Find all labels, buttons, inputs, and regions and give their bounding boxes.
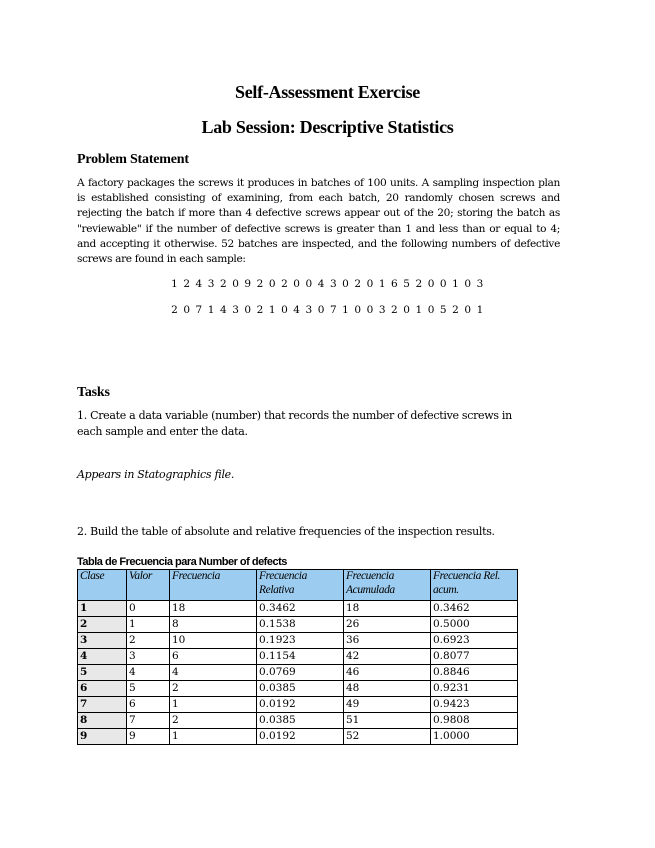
cell-frecuencia-relativa: 0.1154 xyxy=(257,649,344,665)
cell-frecuencia: 1 xyxy=(170,729,257,745)
cell-valor: 9 xyxy=(127,729,170,745)
tasks-heading: Tasks xyxy=(77,385,110,400)
data-sequence-line-1: 1 2 4 3 2 0 9 2 0 2 0 0 4 3 0 2 0 1 6 5 2 0 0 1 0 3 xyxy=(171,278,484,290)
table-caption: Tabla de Frecuencia para Number of defects xyxy=(77,556,287,568)
cell-frecuencia-rel-acum: 0.6923 xyxy=(431,633,518,649)
cell-frecuencia-relativa: 0.0385 xyxy=(257,713,344,729)
header-valor: Valor xyxy=(127,570,170,601)
cell-clase: 9 xyxy=(78,729,127,745)
cell-clase: 8 xyxy=(78,713,127,729)
cell-frecuencia: 2 xyxy=(170,681,257,697)
cell-valor: 0 xyxy=(127,601,170,617)
cell-clase: 2 xyxy=(78,617,127,633)
header-frecuencia-rel-acum: Frecuencia Rel. acum. xyxy=(431,570,518,601)
header-clase: Clase xyxy=(78,570,127,601)
cell-frecuencia-rel-acum: 0.3462 xyxy=(431,601,518,617)
header-frecuencia: Frecuencia xyxy=(170,570,257,601)
cell-frecuencia-acumulada: 49 xyxy=(344,697,431,713)
cell-frecuencia-acumulada: 36 xyxy=(344,633,431,649)
header-frecuencia-acumulada: Frecuencia Acumulada xyxy=(344,570,431,601)
cell-frecuencia-relativa: 0.0385 xyxy=(257,681,344,697)
cell-valor: 4 xyxy=(127,665,170,681)
table-header-row xyxy=(78,570,518,601)
cell-valor: 7 xyxy=(127,713,170,729)
problem-text: A factory packages the screws it produces in batches of 100 units. A sampling inspection plan is established consisting of examining, from each batch, 20 randomly chosen screws and rejecting the batch if more than 4 defective screws appear out of the 20; storing the batch as "reviewable" if the number of defective screws is greater than 1 and less than or equal to 4; and accepting it otherwise. 52 batches are inspected, and the following numbers of defective screws are found in each sample: xyxy=(77,177,560,266)
cell-frecuencia-relativa: 0.0192 xyxy=(257,729,344,745)
task-2-text: 2. Build the table of absolute and relative frequencies of the inspection results. xyxy=(77,525,495,538)
cell-clase: 7 xyxy=(78,697,127,713)
cell-frecuencia: 2 xyxy=(170,713,257,729)
table-row xyxy=(78,713,518,729)
table-row xyxy=(78,617,518,633)
cell-frecuencia-rel-acum: 0.8846 xyxy=(431,665,518,681)
task-1-text: 1. Create a data variable (number) that records the number of defective screws in each sample and enter the data. xyxy=(77,409,512,438)
document-title: Self-Assessment Exercise xyxy=(235,82,420,102)
task-1-note: Appears in Statographics file. xyxy=(77,468,235,481)
problem-heading: Problem Statement xyxy=(77,152,189,167)
cell-clase: 4 xyxy=(78,649,127,665)
cell-frecuencia-rel-acum: 0.5000 xyxy=(431,617,518,633)
cell-frecuencia-rel-acum: 0.9231 xyxy=(431,681,518,697)
cell-frecuencia-rel-acum: 0.8077 xyxy=(431,649,518,665)
document-subtitle: Lab Session: Descriptive Statistics xyxy=(201,117,454,137)
cell-clase: 3 xyxy=(78,633,127,649)
cell-frecuencia-rel-acum: 0.9423 xyxy=(431,697,518,713)
cell-frecuencia-relativa: 0.3462 xyxy=(257,601,344,617)
cell-valor: 1 xyxy=(127,617,170,633)
cell-valor: 5 xyxy=(127,681,170,697)
cell-frecuencia-acumulada: 46 xyxy=(344,665,431,681)
cell-valor: 3 xyxy=(127,649,170,665)
cell-frecuencia: 4 xyxy=(170,665,257,681)
table-row xyxy=(78,729,518,745)
table-row xyxy=(78,665,518,681)
cell-frecuencia-acumulada: 18 xyxy=(344,601,431,617)
cell-frecuencia-relativa: 0.1538 xyxy=(257,617,344,633)
cell-frecuencia-rel-acum: 0.9808 xyxy=(431,713,518,729)
table-row xyxy=(78,601,518,617)
cell-frecuencia: 8 xyxy=(170,617,257,633)
cell-frecuencia: 18 xyxy=(170,601,257,617)
cell-frecuencia-acumulada: 51 xyxy=(344,713,431,729)
cell-clase: 6 xyxy=(78,681,127,697)
cell-frecuencia-acumulada: 52 xyxy=(344,729,431,745)
cell-frecuencia: 1 xyxy=(170,697,257,713)
cell-frecuencia-relativa: 0.1923 xyxy=(257,633,344,649)
frequency-table xyxy=(77,569,518,745)
cell-valor: 6 xyxy=(127,697,170,713)
table-row xyxy=(78,697,518,713)
cell-valor: 2 xyxy=(127,633,170,649)
cell-frecuencia-relativa: 0.0769 xyxy=(257,665,344,681)
cell-frecuencia-acumulada: 42 xyxy=(344,649,431,665)
table-row xyxy=(78,681,518,697)
cell-frecuencia: 10 xyxy=(170,633,257,649)
cell-clase: 5 xyxy=(78,665,127,681)
cell-frecuencia-relativa: 0.0192 xyxy=(257,697,344,713)
header-frecuencia-relativa: Frecuencia Relativa xyxy=(257,570,344,601)
cell-frecuencia: 6 xyxy=(170,649,257,665)
cell-frecuencia-rel-acum: 1.0000 xyxy=(431,729,518,745)
table-row xyxy=(78,633,518,649)
cell-frecuencia-acumulada: 26 xyxy=(344,617,431,633)
cell-clase: 1 xyxy=(78,601,127,617)
table-row xyxy=(78,649,518,665)
cell-frecuencia-acumulada: 48 xyxy=(344,681,431,697)
data-sequence-line-2: 2 0 7 1 4 3 0 2 1 0 4 3 0 7 1 0 0 3 2 0 1 0 5 2 0 1 xyxy=(171,304,484,316)
